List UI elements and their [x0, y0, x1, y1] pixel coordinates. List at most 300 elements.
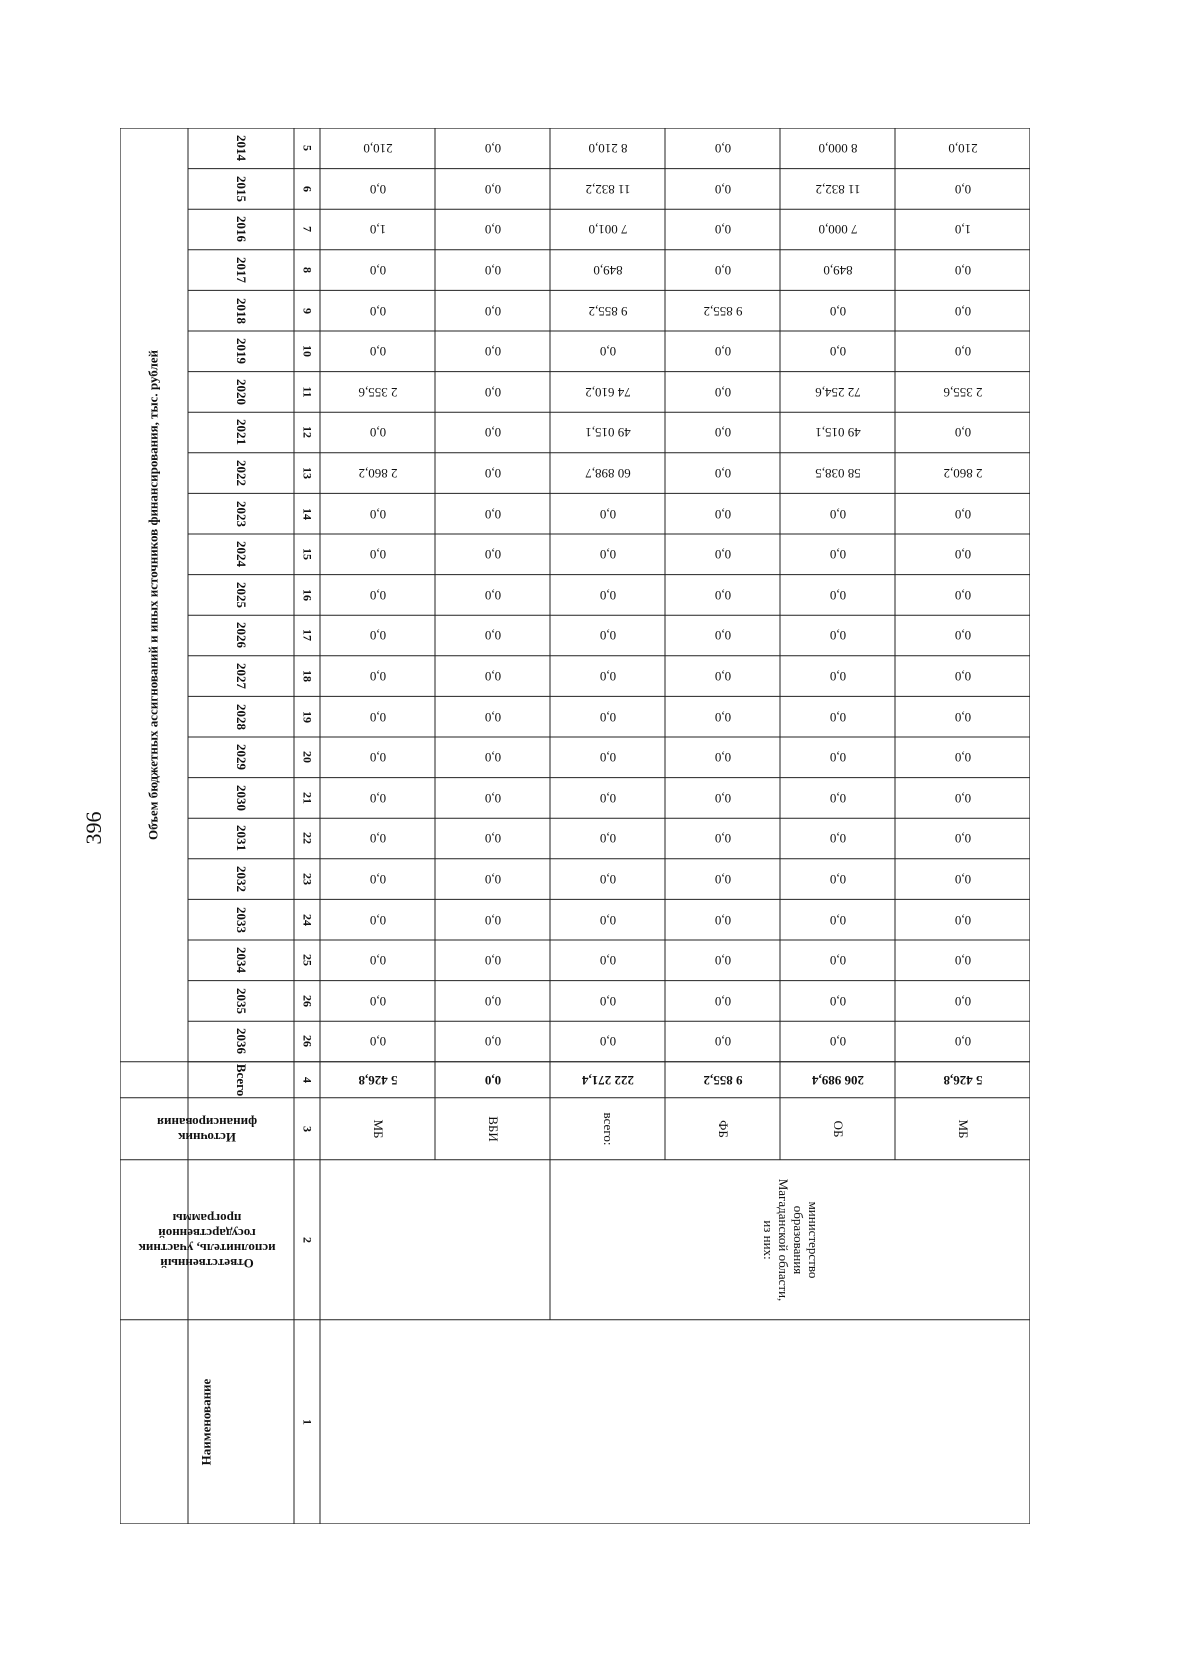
- value-cell-text: 0,0: [954, 425, 971, 441]
- value-cell: [435, 778, 550, 819]
- source-cell-text: МБ: [955, 1119, 971, 1139]
- year-index-text: 6: [300, 185, 315, 192]
- value-cell-text: 0,0: [954, 872, 971, 888]
- source-cell-text: ОБ: [830, 1120, 846, 1138]
- value-cell: [665, 128, 780, 169]
- year-header-text: 2023: [234, 500, 249, 527]
- value-cell-text: 0,0: [714, 1034, 731, 1050]
- value-cell-text: 0,0: [714, 384, 731, 400]
- year-index: [294, 859, 320, 900]
- value-cell: [550, 615, 665, 656]
- year-header-text: 2018: [234, 297, 249, 324]
- year-header: [188, 169, 294, 210]
- value-cell-text: 0,0: [829, 628, 846, 644]
- value-cell-text: 74 610,2: [584, 384, 631, 400]
- value-cell: [895, 412, 1030, 453]
- value-cell-text: 0,0: [369, 547, 386, 563]
- value-cell-text: 0,0: [484, 222, 501, 238]
- year-index-text: 9: [300, 307, 315, 314]
- value-cell-text: 0,0: [484, 709, 501, 725]
- total-header-text: Всего: [234, 1063, 249, 1097]
- value-cell-text: 0,0: [829, 303, 846, 319]
- year-header-text: 2014: [234, 135, 249, 162]
- year-header: [188, 778, 294, 819]
- year-header: [188, 412, 294, 453]
- year-index-text: 18: [300, 670, 315, 683]
- total-cell-text: 222 271,4: [581, 1072, 634, 1088]
- value-cell: [550, 940, 665, 981]
- year-index: [294, 940, 320, 981]
- value-cell-text: 0,0: [954, 953, 971, 969]
- year-index: [294, 209, 320, 250]
- value-cell: [665, 372, 780, 413]
- year-index: [294, 372, 320, 413]
- value-cell: [435, 169, 550, 210]
- funding-title-text: Объем бюджетных ассигнований и иных источников финансирования, тыс. рублей: [145, 349, 161, 840]
- value-cell: [435, 493, 550, 534]
- year-header-text: 2016: [234, 216, 249, 243]
- year-index-text: 26: [300, 1035, 315, 1048]
- value-cell-text: 0,0: [829, 872, 846, 888]
- value-cell-text: 2 860,2: [943, 466, 982, 482]
- value-cell: [665, 331, 780, 372]
- value-cell: [320, 859, 435, 900]
- value-cell: [435, 656, 550, 697]
- value-cell-text: 0,0: [714, 831, 731, 847]
- budget-table: [120, 128, 1030, 1524]
- value-cell: [320, 899, 435, 940]
- year-index: [294, 1021, 320, 1062]
- value-cell-text: 0,0: [484, 303, 501, 319]
- year-index: [294, 981, 320, 1022]
- value-cell-text: 9 855,2: [703, 303, 742, 319]
- value-cell: [780, 737, 895, 778]
- value-cell-text: 9 855,2: [588, 303, 627, 319]
- value-cell-text: 49 015,1: [814, 425, 861, 441]
- value-cell-text: 0,0: [714, 628, 731, 644]
- value-cell: [320, 169, 435, 210]
- value-cell: [550, 169, 665, 210]
- value-cell: [895, 737, 1030, 778]
- year-header: [188, 493, 294, 534]
- year-header-text: 2028: [234, 703, 249, 730]
- value-cell-text: 0,0: [714, 506, 731, 522]
- value-cell: [320, 981, 435, 1022]
- value-cell-text: 0,0: [369, 953, 386, 969]
- page-number: 396: [81, 811, 106, 845]
- value-cell-text: 0,0: [484, 1034, 501, 1050]
- value-cell: [550, 859, 665, 900]
- value-cell: [780, 899, 895, 940]
- value-cell-text: 0,0: [714, 547, 731, 563]
- value-cell: [320, 940, 435, 981]
- name-index: [294, 1320, 320, 1524]
- year-index-text: 19: [300, 710, 315, 723]
- value-cell: [895, 169, 1030, 210]
- year-index: [294, 575, 320, 616]
- value-cell-text: 72 254,6: [814, 384, 861, 400]
- value-cell: [320, 818, 435, 859]
- total-cell-text: 5 426,8: [943, 1072, 982, 1088]
- value-cell: [550, 250, 665, 291]
- value-cell-text: 0,0: [829, 709, 846, 725]
- value-cell: [435, 209, 550, 250]
- year-index-text: 20: [300, 751, 315, 764]
- value-cell-text: 0,0: [599, 872, 616, 888]
- value-cell: [780, 250, 895, 291]
- value-cell-text: 0,0: [714, 993, 731, 1009]
- year-header: [188, 859, 294, 900]
- value-cell: [665, 656, 780, 697]
- value-cell-text: 0,0: [369, 587, 386, 603]
- value-cell: [435, 575, 550, 616]
- value-cell-text: 0,0: [369, 831, 386, 847]
- year-index: [294, 818, 320, 859]
- value-cell: [550, 1021, 665, 1062]
- value-cell-text: 7 001,0: [588, 222, 627, 238]
- value-cell-text: 0,0: [714, 141, 731, 157]
- value-cell-text: 49 015,1: [584, 425, 631, 441]
- total-cell-text: 5 426,8: [358, 1072, 397, 1088]
- value-cell: [435, 331, 550, 372]
- value-cell: [435, 412, 550, 453]
- year-header: [188, 737, 294, 778]
- value-cell: [320, 250, 435, 291]
- year-header: [188, 615, 294, 656]
- year-header-text: 2033: [234, 906, 249, 933]
- source-cell: [550, 1098, 665, 1160]
- value-cell: [320, 615, 435, 656]
- total-cell: [550, 1062, 665, 1098]
- value-cell: [780, 209, 895, 250]
- value-cell: [780, 1021, 895, 1062]
- year-header: [188, 290, 294, 331]
- value-cell-text: 0,0: [369, 263, 386, 279]
- year-index: [294, 696, 320, 737]
- value-cell: [550, 331, 665, 372]
- value-cell: [550, 778, 665, 819]
- value-cell-text: 0,0: [484, 993, 501, 1009]
- year-header-text: 2025: [234, 581, 249, 608]
- value-cell: [895, 209, 1030, 250]
- value-cell: [320, 331, 435, 372]
- value-cell: [435, 981, 550, 1022]
- value-cell-text: 0,0: [829, 912, 846, 928]
- value-cell-text: 0,0: [599, 709, 616, 725]
- year-header-text: 2035: [234, 987, 249, 1014]
- responsible-header-text: Ответственный исполнитель, участник государственной программы: [138, 1210, 276, 1271]
- total-index: [294, 1062, 320, 1098]
- year-index-text: 26: [300, 994, 315, 1007]
- year-index-text: 21: [300, 791, 315, 804]
- responsible-index: [294, 1160, 320, 1320]
- value-cell: [320, 534, 435, 575]
- value-cell: [435, 696, 550, 737]
- value-cell-text: 0,0: [369, 750, 386, 766]
- value-cell-text: 0,0: [484, 587, 501, 603]
- year-header-text: 2036: [234, 1028, 249, 1055]
- year-header: [188, 453, 294, 494]
- value-cell: [320, 696, 435, 737]
- value-cell-text: 0,0: [829, 993, 846, 1009]
- value-cell: [320, 290, 435, 331]
- value-cell: [895, 331, 1030, 372]
- value-cell-text: 0,0: [484, 263, 501, 279]
- value-cell-text: 2 355,6: [943, 384, 982, 400]
- year-header: [188, 331, 294, 372]
- value-cell: [895, 859, 1030, 900]
- year-header-text: 2022: [234, 460, 249, 487]
- year-header-text: 2029: [234, 744, 249, 771]
- value-cell-text: 0,0: [714, 587, 731, 603]
- value-cell-text: 0,0: [369, 303, 386, 319]
- value-cell-text: 0,0: [829, 1034, 846, 1050]
- value-cell: [550, 290, 665, 331]
- total-cell-text: 0,0: [484, 1072, 501, 1088]
- year-header-text: 2017: [234, 257, 249, 284]
- year-header: [188, 818, 294, 859]
- year-index-text: 13: [300, 467, 315, 480]
- value-cell-text: 0,0: [599, 547, 616, 563]
- value-cell: [550, 575, 665, 616]
- value-cell-text: 0,0: [484, 547, 501, 563]
- value-cell-text: 0,0: [829, 790, 846, 806]
- source-index-text: 3: [300, 1125, 315, 1132]
- value-cell-text: 0,0: [829, 587, 846, 603]
- value-cell-text: 0,0: [954, 587, 971, 603]
- value-cell-text: 0,0: [599, 669, 616, 685]
- value-cell-text: 210,0: [362, 141, 393, 157]
- value-cell: [435, 615, 550, 656]
- value-cell-text: 0,0: [369, 993, 386, 1009]
- value-cell: [550, 534, 665, 575]
- value-cell-text: 0,0: [484, 790, 501, 806]
- value-cell-text: 0,0: [599, 790, 616, 806]
- value-cell-text: 2 355,6: [358, 384, 397, 400]
- value-cell: [665, 615, 780, 656]
- year-header-text: 2021: [234, 419, 249, 446]
- value-cell: [320, 1021, 435, 1062]
- value-cell: [895, 615, 1030, 656]
- year-index-text: 16: [300, 588, 315, 601]
- value-cell: [435, 372, 550, 413]
- year-index: [294, 169, 320, 210]
- total-cell: [895, 1062, 1030, 1098]
- year-header: [188, 981, 294, 1022]
- value-cell: [665, 250, 780, 291]
- value-cell-text: 0,0: [714, 263, 731, 279]
- value-cell-text: 8 210,0: [588, 141, 627, 157]
- value-cell: [550, 656, 665, 697]
- value-cell: [665, 899, 780, 940]
- value-cell: [320, 209, 435, 250]
- year-index: [294, 615, 320, 656]
- value-cell-text: 0,0: [599, 993, 616, 1009]
- value-cell: [665, 778, 780, 819]
- name-header-text: Наименование: [198, 1378, 214, 1466]
- year-index-text: 12: [300, 426, 315, 439]
- value-cell-text: 0,0: [954, 912, 971, 928]
- value-cell: [320, 656, 435, 697]
- value-cell-text: 11 832,2: [814, 181, 861, 197]
- value-cell: [320, 493, 435, 534]
- value-cell: [665, 493, 780, 534]
- value-cell-text: 0,0: [369, 669, 386, 685]
- value-cell-text: 0,0: [829, 750, 846, 766]
- value-cell: [320, 778, 435, 819]
- value-cell-text: 0,0: [954, 506, 971, 522]
- name-header: [120, 1320, 294, 1524]
- year-index-text: 5: [300, 145, 315, 152]
- responsible-cell-text: министерство образования Магаданской области, из них:: [761, 1178, 821, 1302]
- value-cell: [435, 899, 550, 940]
- source-cell: [320, 1098, 435, 1160]
- value-cell: [550, 818, 665, 859]
- year-index: [294, 656, 320, 697]
- year-index: [294, 331, 320, 372]
- value-cell: [780, 169, 895, 210]
- year-index: [294, 899, 320, 940]
- value-cell-text: 0,0: [484, 750, 501, 766]
- value-cell-text: 0,0: [599, 1034, 616, 1050]
- source-cell-text: всего:: [600, 1112, 616, 1146]
- value-cell: [895, 656, 1030, 697]
- year-header-text: 2024: [234, 541, 249, 568]
- value-cell-text: 0,0: [954, 303, 971, 319]
- value-cell: [895, 778, 1030, 819]
- value-cell: [665, 859, 780, 900]
- source-cell: [895, 1098, 1030, 1160]
- year-index: [294, 412, 320, 453]
- value-cell-text: 0,0: [484, 344, 501, 360]
- year-header-text: 2032: [234, 866, 249, 893]
- value-cell-text: 0,0: [714, 872, 731, 888]
- value-cell-text: 849,0: [822, 263, 853, 279]
- value-cell: [550, 453, 665, 494]
- year-index-text: 17: [300, 629, 315, 642]
- year-index-text: 14: [300, 507, 315, 520]
- value-cell: [895, 250, 1030, 291]
- value-cell: [550, 128, 665, 169]
- value-cell-text: 0,0: [599, 831, 616, 847]
- source-cell: [780, 1098, 895, 1160]
- value-cell: [435, 1021, 550, 1062]
- value-cell-text: 0,0: [954, 993, 971, 1009]
- source-cell: [435, 1098, 550, 1160]
- value-cell: [665, 290, 780, 331]
- name-index-text: 1: [300, 1418, 315, 1425]
- year-header-text: 2030: [234, 784, 249, 811]
- value-cell: [665, 940, 780, 981]
- year-index: [294, 128, 320, 169]
- value-cell: [435, 534, 550, 575]
- source-header-text: Источник финансирования: [156, 1114, 258, 1145]
- total-index-text: 4: [300, 1076, 315, 1083]
- value-cell-text: 0,0: [369, 506, 386, 522]
- value-cell-text: 0,0: [714, 669, 731, 685]
- value-cell-text: 0,0: [369, 872, 386, 888]
- value-cell-text: 0,0: [954, 263, 971, 279]
- year-header: [188, 1021, 294, 1062]
- value-cell: [320, 453, 435, 494]
- value-cell-text: 0,0: [714, 790, 731, 806]
- value-cell-text: 60 898,7: [584, 466, 631, 482]
- value-cell: [435, 290, 550, 331]
- year-header-text: 2034: [234, 947, 249, 974]
- value-cell: [665, 534, 780, 575]
- value-cell-text: 0,0: [829, 547, 846, 563]
- total-cell-text: 9 855,2: [703, 1072, 742, 1088]
- value-cell-text: 0,0: [714, 750, 731, 766]
- value-cell-text: 0,0: [714, 709, 731, 725]
- source-cell: [665, 1098, 780, 1160]
- value-cell: [780, 412, 895, 453]
- value-cell-text: 0,0: [484, 466, 501, 482]
- value-cell-text: 0,0: [484, 831, 501, 847]
- value-cell: [435, 859, 550, 900]
- year-index-text: 7: [300, 226, 315, 233]
- value-cell: [665, 1021, 780, 1062]
- value-cell-text: 0,0: [369, 912, 386, 928]
- year-header: [188, 696, 294, 737]
- value-cell-text: 0,0: [369, 425, 386, 441]
- total-header: [188, 1062, 294, 1098]
- value-cell-text: 0,0: [954, 628, 971, 644]
- value-cell: [780, 493, 895, 534]
- value-cell: [780, 615, 895, 656]
- responsible-header: [120, 1160, 294, 1320]
- value-cell: [895, 534, 1030, 575]
- value-cell: [550, 372, 665, 413]
- value-cell: [550, 209, 665, 250]
- value-cell: [895, 493, 1030, 534]
- value-cell: [895, 940, 1030, 981]
- value-cell: [665, 818, 780, 859]
- value-cell-text: 2 860,2: [358, 466, 397, 482]
- value-cell-text: 0,0: [829, 669, 846, 685]
- value-cell-text: 0,0: [954, 547, 971, 563]
- year-header-text: 2027: [234, 663, 249, 690]
- total-cell: [435, 1062, 550, 1098]
- value-cell: [895, 981, 1030, 1022]
- value-cell: [780, 575, 895, 616]
- value-cell-text: 0,0: [954, 831, 971, 847]
- value-cell: [665, 209, 780, 250]
- value-cell: [320, 737, 435, 778]
- value-cell-text: 1,0: [369, 222, 386, 238]
- value-cell-text: 0,0: [599, 912, 616, 928]
- value-cell: [895, 818, 1030, 859]
- value-cell: [780, 453, 895, 494]
- value-cell: [435, 250, 550, 291]
- year-header: [188, 656, 294, 697]
- year-index-text: 8: [300, 267, 315, 274]
- value-cell-text: 0,0: [714, 181, 731, 197]
- value-cell-text: 7 000,0: [818, 222, 857, 238]
- value-cell: [780, 778, 895, 819]
- value-cell-text: 0,0: [714, 344, 731, 360]
- value-cell: [320, 372, 435, 413]
- value-cell: [665, 453, 780, 494]
- value-cell: [895, 575, 1030, 616]
- year-header-text: 2019: [234, 338, 249, 365]
- year-index-text: 25: [300, 954, 315, 967]
- value-cell-text: 0,0: [714, 912, 731, 928]
- value-cell: [780, 981, 895, 1022]
- year-index-text: 11: [300, 386, 315, 398]
- year-header-text: 2020: [234, 378, 249, 405]
- year-header: [188, 575, 294, 616]
